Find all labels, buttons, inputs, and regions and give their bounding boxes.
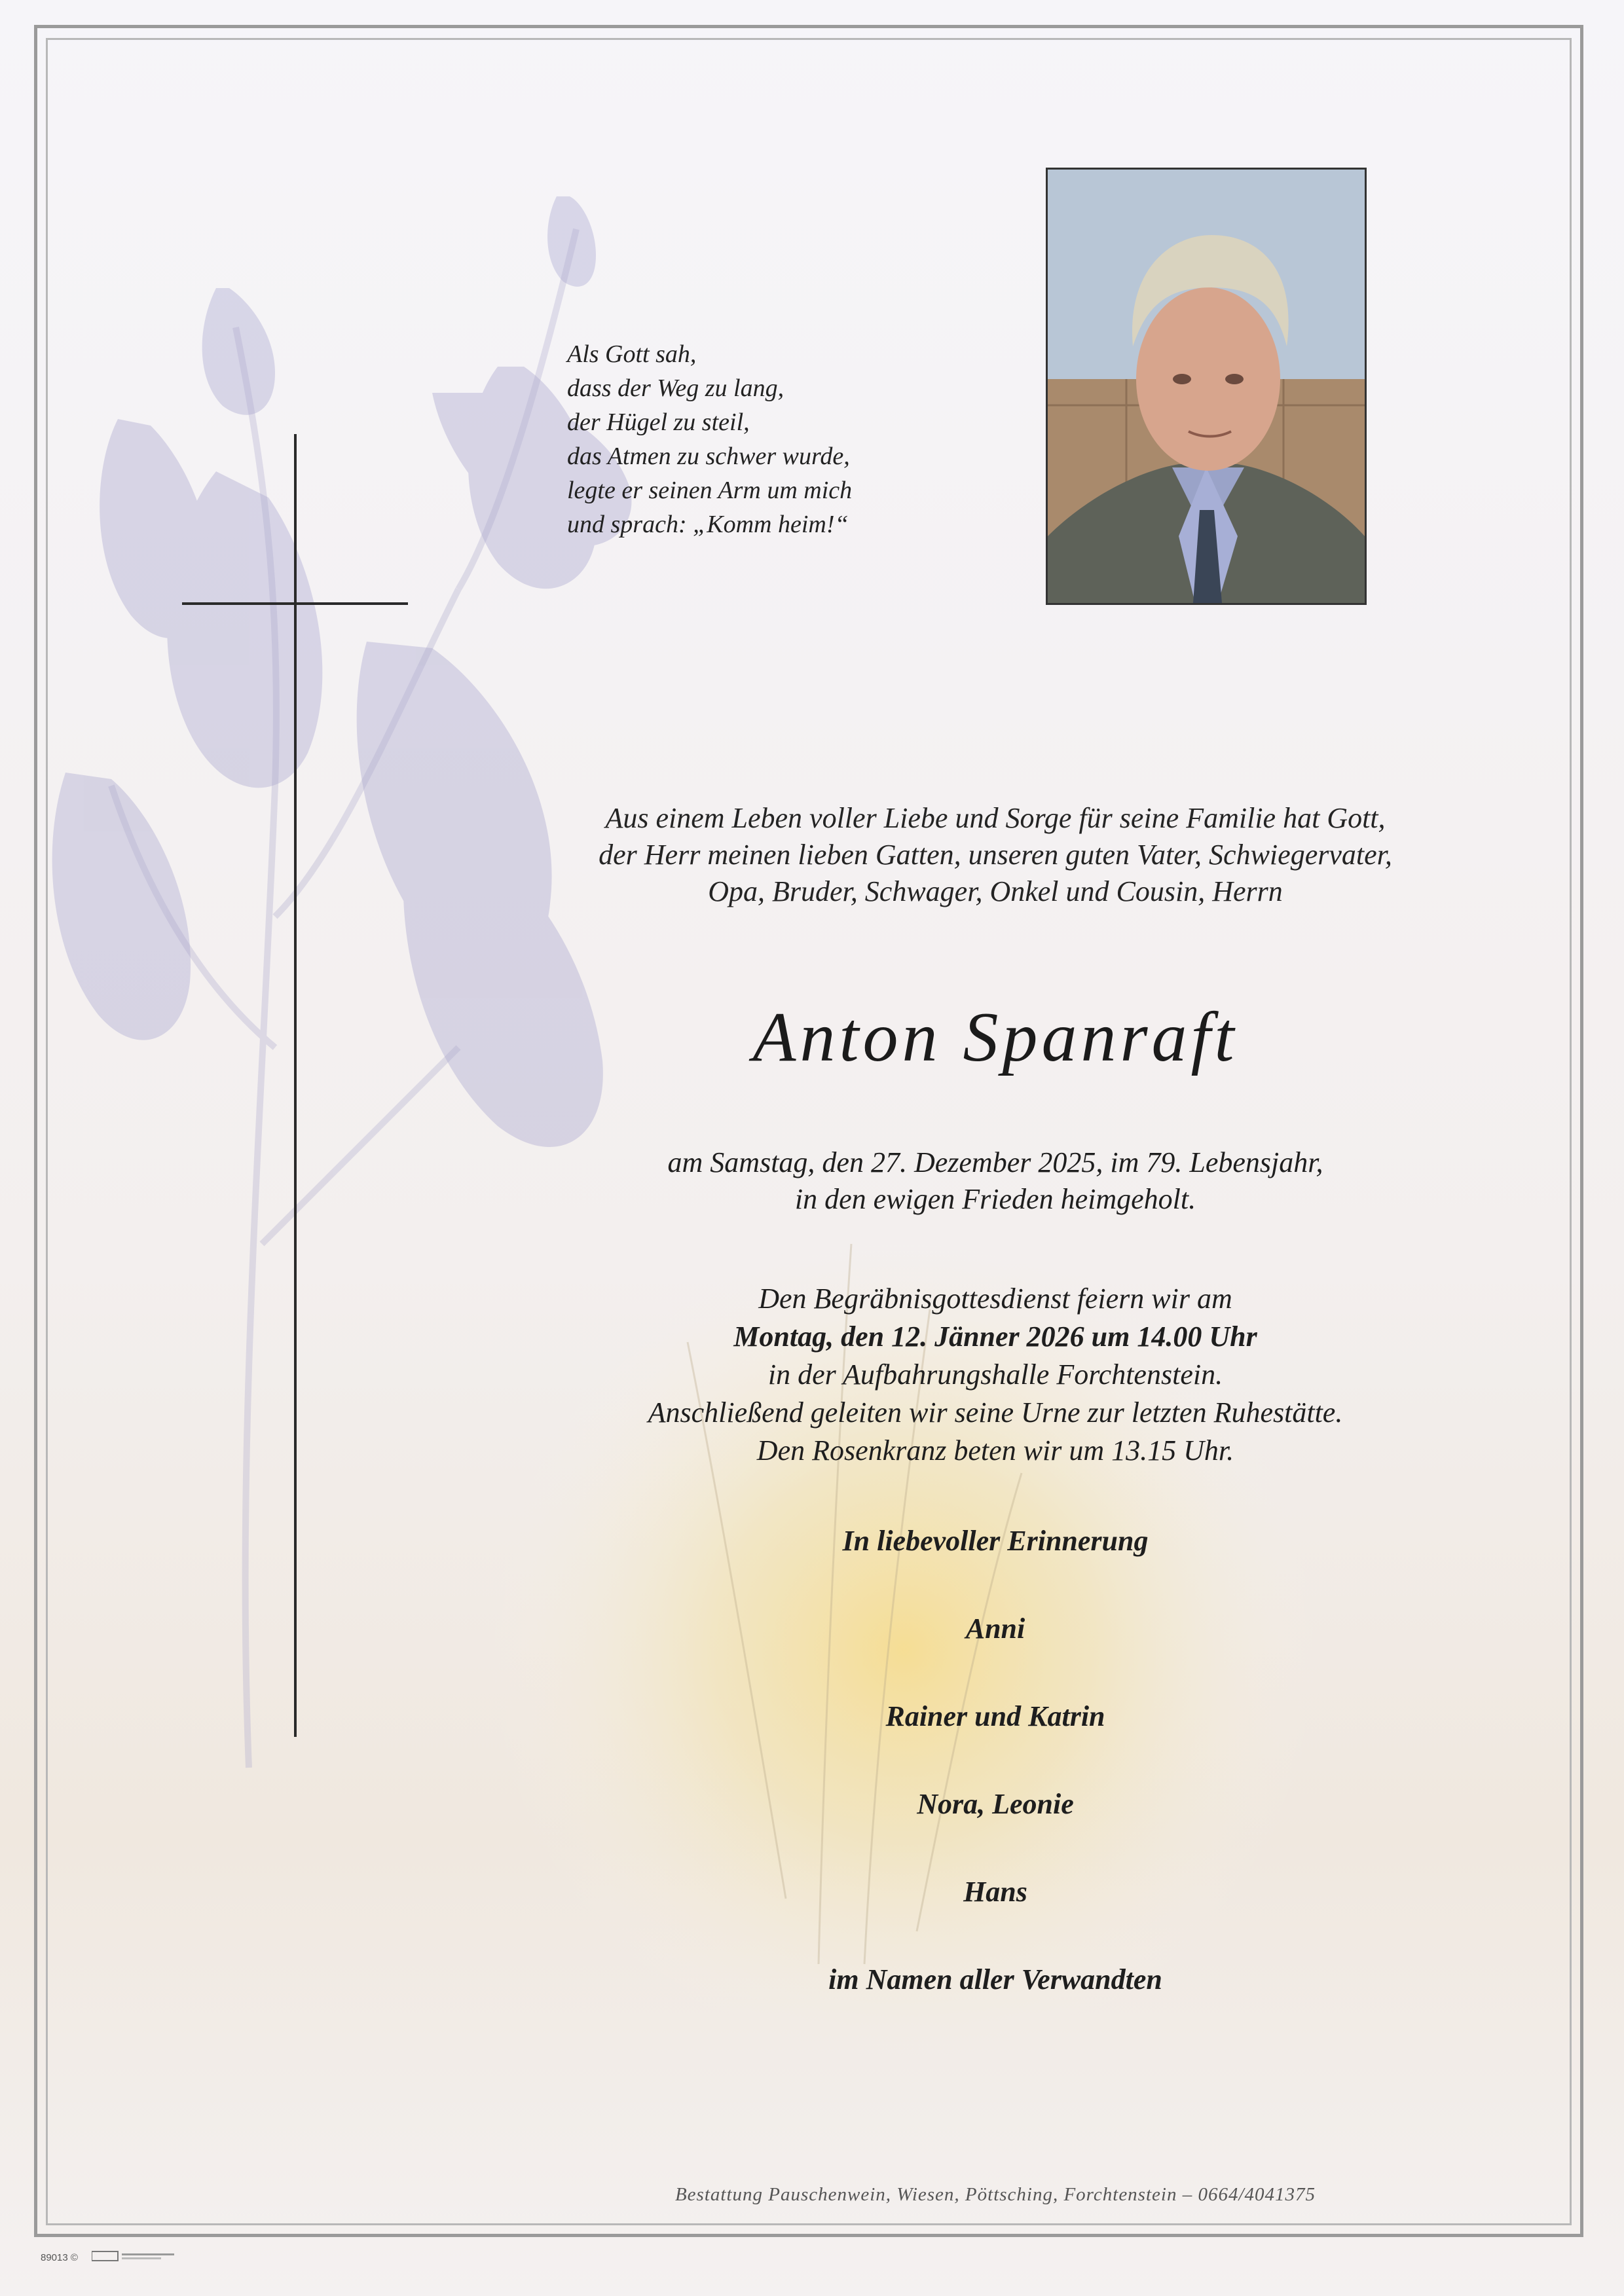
mourner-line: Rainer und Katrin [885, 1700, 1105, 1732]
service-date: Montag, den 12. Jänner 2026 um 14.00 Uhr [733, 1321, 1257, 1353]
poem-line: Als Gott sah, [567, 340, 697, 368]
poem [567, 337, 1039, 541]
cross-icon [294, 434, 297, 1737]
poem-line: und sprach: „Komm heim!“ [567, 511, 849, 538]
intro-line: Aus einem Leben voller Liebe und Sorge für seine Familie hat Gott, [605, 802, 1386, 834]
death-line: am Samstag, den 27. Dezember 2025, im 79. Lebensjahr, [667, 1146, 1323, 1178]
poem-line: das Atmen zu schwer wurde, [567, 443, 850, 470]
funeral-service [458, 1280, 1532, 1470]
mourner-line: Anni [965, 1613, 1025, 1645]
death-line: in den ewigen Frieden heimgeholt. [794, 1183, 1196, 1215]
mourner-line: Nora, Leonie [917, 1788, 1074, 1820]
cross-icon-crossbar [182, 602, 408, 605]
poem-line: der Hügel zu steil, [567, 409, 750, 436]
service-line: Den Rosenkranz beten wir um 13.15 Uhr. [756, 1434, 1234, 1467]
deceased-name: Anton Spanraft [752, 998, 1238, 1076]
announcement-intro [458, 800, 1532, 910]
poem-line: legte er seinen Arm um mich [567, 477, 853, 504]
service-line: Den Begräbnisgottesdienst feiern wir am [758, 1283, 1232, 1315]
service-line: in der Aufbahrungshalle Forchtenstein. [767, 1358, 1223, 1391]
portrait-photo [1046, 168, 1367, 605]
mourner-line: Hans [963, 1876, 1027, 1908]
poem-line: dass der Weg zu lang, [567, 374, 784, 402]
funeral-home-footer: Bestattung Pauschenwein, Wiesen, Pöttsching, Forchtenstein – 0664/4041375 [674, 2184, 1316, 2205]
intro-line: Opa, Bruder, Schwager, Onkel und Cousin, Herrn [708, 875, 1283, 907]
mourners-list [458, 1523, 1532, 2049]
intro-line: der Herr meinen lieben Gatten, unseren guten Vater, Schwiegervater, [599, 839, 1392, 871]
service-line: Anschließend geleiten wir seine Urne zur letzten Ruhestätte. [648, 1396, 1343, 1429]
printer-logo-icon [92, 2250, 177, 2264]
mourner-line: im Namen aller Verwandten [828, 1963, 1162, 1995]
death-notice [458, 1144, 1532, 1218]
mourner-line: In liebevoller Erinnerung [842, 1525, 1149, 1557]
form-code: 89013 © [41, 2252, 78, 2263]
